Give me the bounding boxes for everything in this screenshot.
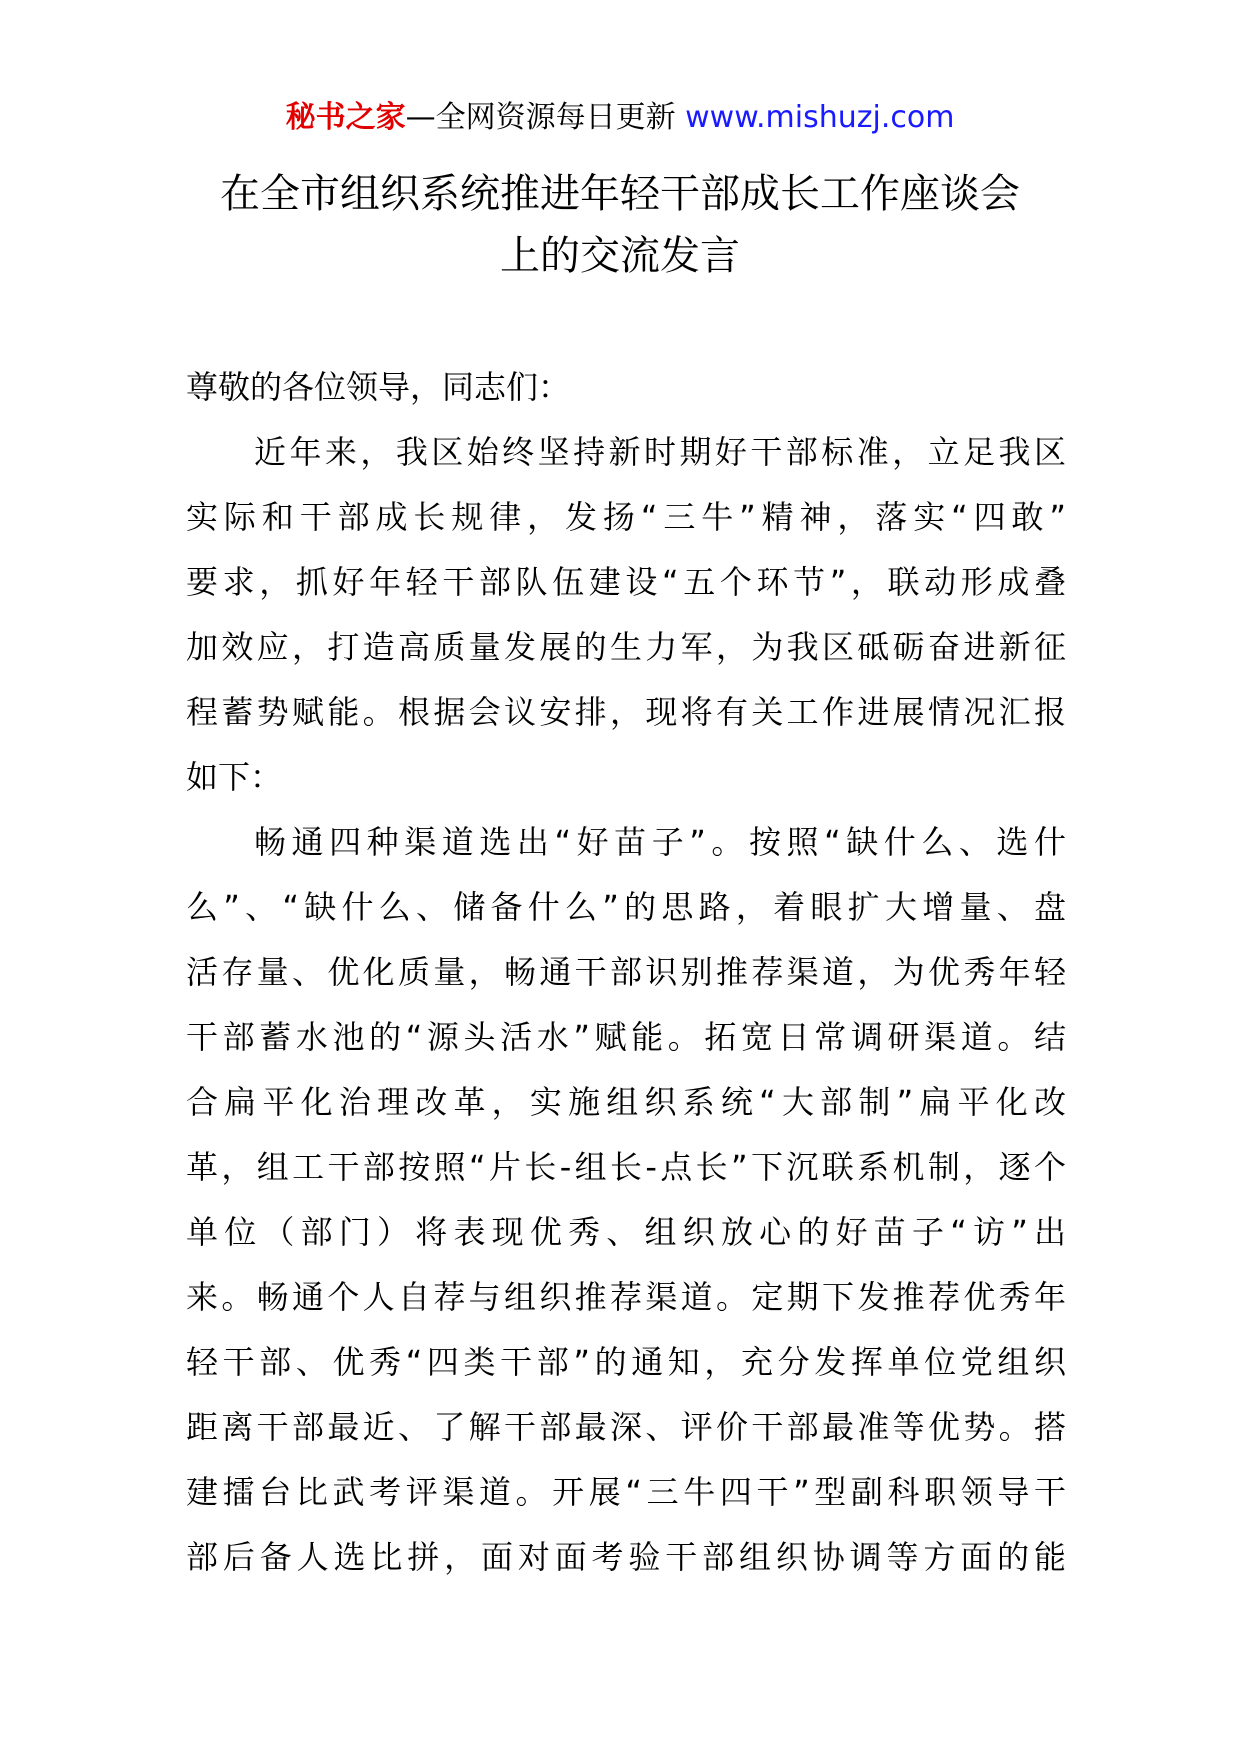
paragraph-line: 么”、“缺什么、储备什么”的思路，着眼扩大增量、盘 bbox=[186, 888, 1066, 926]
paragraph-line: 活存量、优化质量，畅通干部识别推荐渠道，为优秀年轻 bbox=[186, 953, 1066, 991]
paragraph-line: 程蓄势赋能。根据会议安排，现将有关工作进展情况汇报 bbox=[186, 693, 1066, 731]
paragraph-line: 轻干部、优秀“四类干部”的通知，充分发挥单位党组织 bbox=[186, 1343, 1066, 1381]
source-header bbox=[0, 98, 1240, 138]
document-body bbox=[186, 355, 1066, 1590]
paragraph-line: 部后备人选比拼，面对面考验干部组织协调等方面的能 bbox=[186, 1538, 1066, 1576]
title-line: 上的交流发言 bbox=[500, 233, 740, 279]
brand-url-link[interactable]: www.mishuzj.com bbox=[685, 100, 955, 135]
document-title bbox=[150, 163, 1090, 287]
paragraph-line: 建擂台比武考评渠道。开展“三牛四干”型副科职领导干 bbox=[186, 1473, 1066, 1511]
brand-slogan: —全网资源每日更新 bbox=[405, 100, 676, 135]
paragraph-line: 革，组工干部按照“片长-组长-点长”下沉联系机制，逐个 bbox=[186, 1148, 1066, 1186]
paragraph-line: 单位（部门）将表现优秀、组织放心的好苗子“访”出 bbox=[186, 1213, 1066, 1251]
paragraph-line: 如下： bbox=[186, 758, 283, 796]
title-line: 在全市组织系统推进年轻干部成长工作座谈会 bbox=[220, 171, 1020, 217]
paragraph-line: 距离干部最近、了解干部最深、评价干部最准等优势。搭 bbox=[186, 1408, 1066, 1446]
salutation: 尊敬的各位领导，同志们： bbox=[186, 368, 571, 406]
paragraph-line: 来。畅通个人自荐与组织推荐渠道。定期下发推荐优秀年 bbox=[186, 1278, 1066, 1316]
paragraph-line: 畅通四种渠道选出“好苗子”。按照“缺什么、选什 bbox=[254, 823, 1066, 861]
paragraph-line: 实际和干部成长规律，发扬“三牛”精神，落实“四敢” bbox=[186, 498, 1066, 536]
paragraph-line: 近年来，我区始终坚持新时期好干部标准，立足我区 bbox=[254, 433, 1066, 471]
paragraph-line: 加效应，打造高质量发展的生力军，为我区砥砺奋进新征 bbox=[186, 628, 1066, 666]
brand-name: 秘书之家 bbox=[285, 100, 406, 135]
paragraph-line: 干部蓄水池的“源头活水”赋能。拓宽日常调研渠道。结 bbox=[186, 1018, 1066, 1056]
paragraph-line: 合扁平化治理改革，实施组织系统“大部制”扁平化改 bbox=[186, 1083, 1066, 1121]
paragraph-line: 要求，抓好年轻干部队伍建设“五个环节”，联动形成叠 bbox=[186, 563, 1066, 601]
